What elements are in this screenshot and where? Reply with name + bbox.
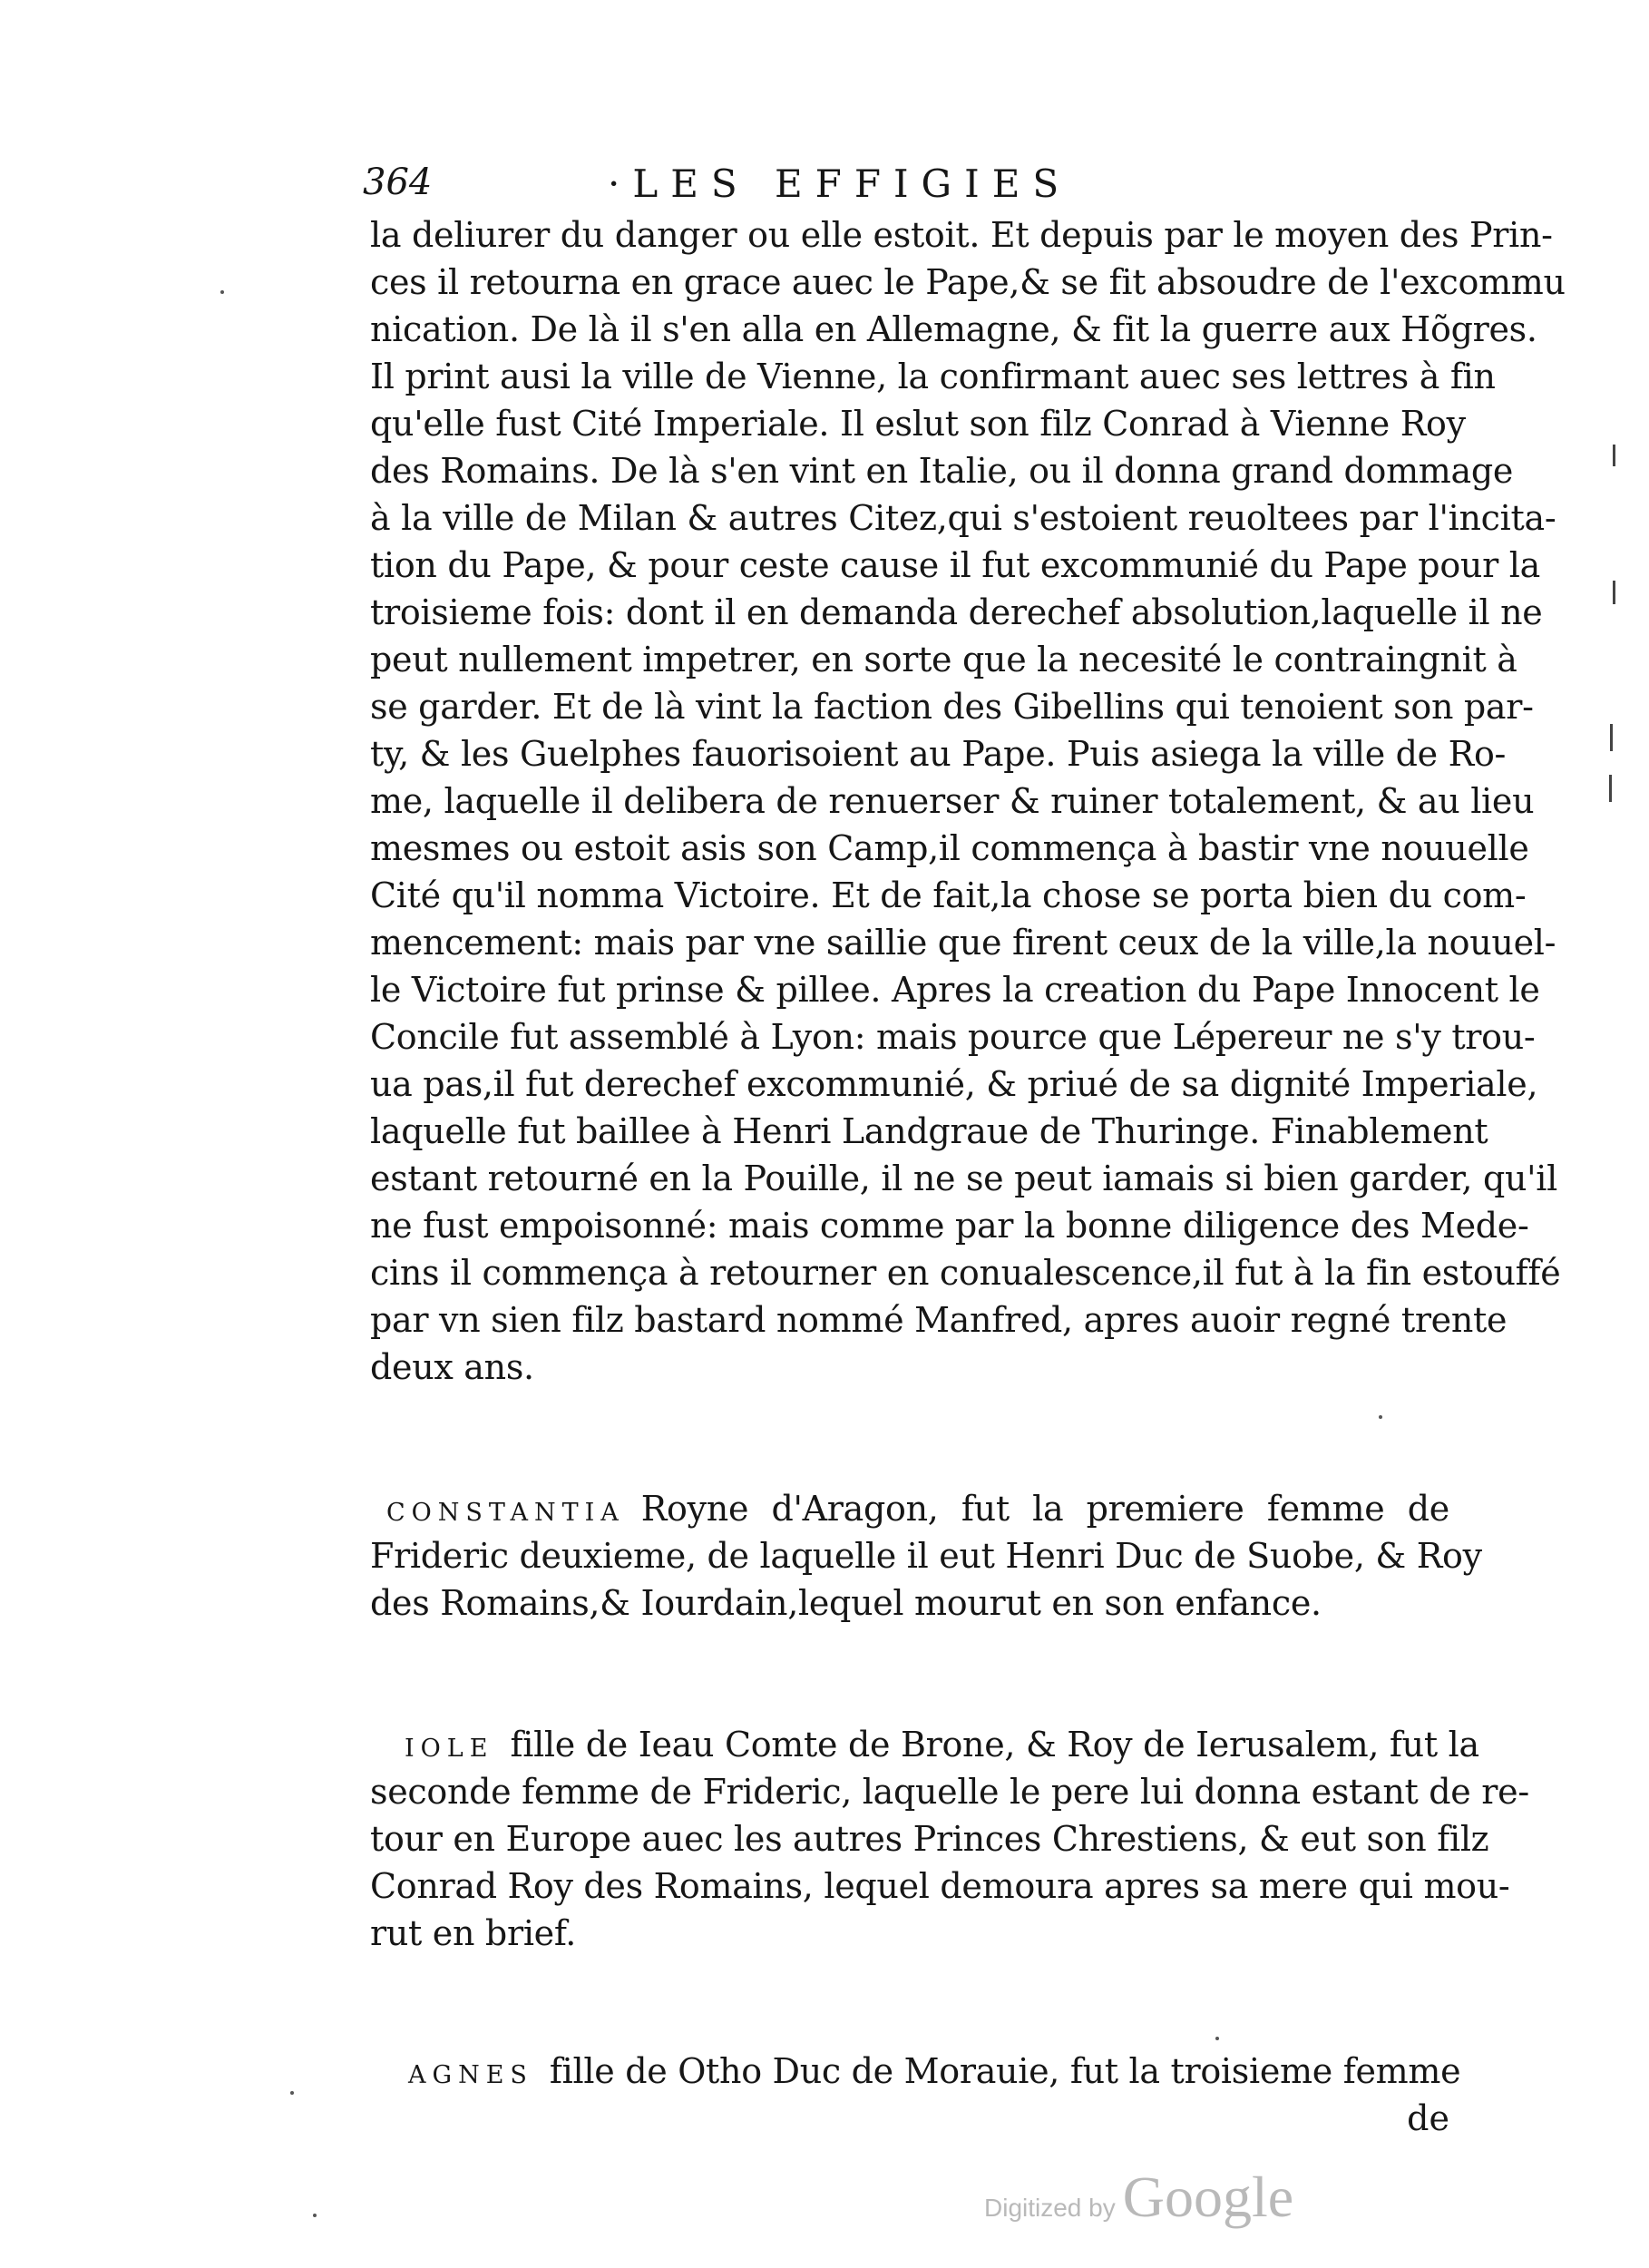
text-line: seconde femme de Frideric, laquelle le pere lui donna estant de re-: [370, 1772, 1529, 1812]
text-line: qu'elle fust Cité Imperiale. Il eslut son filz Conrad à Vienne Roy: [370, 404, 1466, 444]
scan-speck: [1379, 1415, 1382, 1419]
text-line: peut nullement impetrer, en sorte que la necesité le contraingnit à: [370, 640, 1517, 679]
text-line-content: fille de Otho Duc de Morauie, fut la troisieme femme: [549, 2051, 1461, 2091]
text-line: ua pas,il fut derechef excommunié, & priué de sa dignité Imperiale,: [370, 1064, 1538, 1104]
text-line: [370, 1721, 1479, 1768]
text-line-content: Royne d'Aragon, fut la premiere femme de: [640, 1489, 1449, 1529]
text-line: me, laquelle il delibera de renuerser & ruiner totalement, & au lieu: [370, 781, 1535, 821]
text-line: tour en Europe auec les autres Princes Chrestiens, & eut son filz: [370, 1819, 1489, 1859]
text-line: [370, 1485, 1449, 1532]
text-line: ces il retourna en grace auec le Pape,& se fit absoudre de l'excommu: [370, 262, 1566, 302]
text-line: des Romains. De là s'en vint en Italie, ou il donna grand dommage: [370, 451, 1514, 491]
text-line: Cité qu'il nomma Victoire. Et de fait,la chose se porta bien du com-: [370, 875, 1527, 915]
scan-speck: [1215, 2037, 1219, 2040]
text-line: troisieme fois: dont il en demanda derechef absolution,laquelle il ne: [370, 592, 1543, 632]
scan-margin-mark: [1609, 775, 1612, 802]
body-text: [370, 211, 1566, 2142]
scan-speck: [313, 2214, 317, 2217]
text-line: nication. De là il s'en alla en Allemagne, & fit la guerre aux Hõgres.: [370, 309, 1537, 349]
paragraph-lead: IOLE: [405, 1735, 494, 1763]
text-line: la deliurer du danger ou elle estoit. Et depuis par le moyen des Prin-: [370, 215, 1553, 255]
paragraph-agnes: [370, 2048, 1461, 2142]
text-line: mesmes ou estoit asis son Camp,il commença à bastir vne nouuelle: [370, 828, 1529, 868]
text-line: cins il commença à retourner en conualescence,il fut à la fin estouffé: [370, 1253, 1561, 1293]
paragraph-lead: CONSTANTIA: [386, 1499, 625, 1527]
text-line: Frideric deuxieme, de laquelle il eut Henri Duc de Suobe, & Roy: [370, 1536, 1482, 1576]
google-watermark: [984, 2164, 1293, 2236]
text-line: rut en brief.: [370, 1913, 577, 1953]
scan-margin-mark: [1613, 581, 1615, 604]
text-line: estant retourné en la Pouille, il ne se peut iamais si bien garder, qu'il: [370, 1158, 1558, 1198]
text-line: tion du Pape, & pour ceste cause il fut excommunié du Pape pour la: [370, 545, 1540, 585]
watermark-brand: Google: [1122, 2165, 1294, 2229]
text-line: deux ans.: [370, 1347, 534, 1387]
text-line: se garder. Et de là vint la faction des Gibellins qui tenoient son par-: [370, 687, 1534, 727]
paragraph-frederic: [370, 211, 1566, 1391]
paragraph-constantia: [370, 1485, 1482, 1627]
scan-speck: [220, 290, 224, 294]
text-line: ty, & les Guelphes fauorisoient au Pape. Puis asiega la ville de Ro-: [370, 734, 1507, 774]
scan-margin-mark: [1610, 724, 1613, 751]
text-line-content: fille de Ieau Comte de Brone, & Roy de Ierusalem, fut la: [510, 1725, 1479, 1765]
page-header: [363, 161, 1451, 216]
text-line: à la ville de Milan & autres Citez,qui s'estoient reuoltees par l'incita-: [370, 498, 1556, 538]
text-line: Conrad Roy des Romains, lequel demoura apres sa mere qui mou-: [370, 1866, 1510, 1906]
text-line: par vn sien filz bastard nommé Manfred, apres auoir regné trente: [370, 1300, 1508, 1340]
paragraph-iole: [370, 1721, 1529, 1957]
text-line: Il print ausi la ville de Vienne, la confirmant auec ses lettres à fin: [370, 357, 1496, 396]
catchword: de: [1407, 2098, 1449, 2138]
paragraph-gap: [370, 1957, 1449, 2048]
text-line: ne fust empoisonné: mais comme par la bonne diligence des Mede-: [370, 1206, 1529, 1246]
text-line: le Victoire fut prinse & pillee. Apres la creation du Pape Innocent le: [370, 970, 1540, 1010]
paragraph-gap: [370, 1391, 1449, 1485]
paragraph-lead: AGNES: [408, 2061, 533, 2089]
running-title: ·LES EFFIGIES: [608, 161, 1072, 206]
text-line: Concile fut assemblé à Lyon: mais pource que Lépereur ne s'y trou-: [370, 1017, 1536, 1057]
text-line: laquelle fut baillee à Henri Landgraue de Thuringe. Finablement: [370, 1111, 1488, 1151]
text-line: des Romains,& Iourdain,lequel mourut en son enfance.: [370, 1583, 1322, 1623]
scan-speck: [290, 2091, 294, 2095]
text-line: [370, 2048, 1461, 2095]
paragraph-gap: [370, 1627, 1449, 1721]
watermark-digitized-by: Digitized by: [984, 2194, 1116, 2222]
page-number: 364: [363, 161, 433, 203]
text-line: mencement: mais par vne saillie que firent ceux de la ville,la nouuel-: [370, 923, 1556, 963]
scan-margin-mark: [1613, 445, 1615, 466]
